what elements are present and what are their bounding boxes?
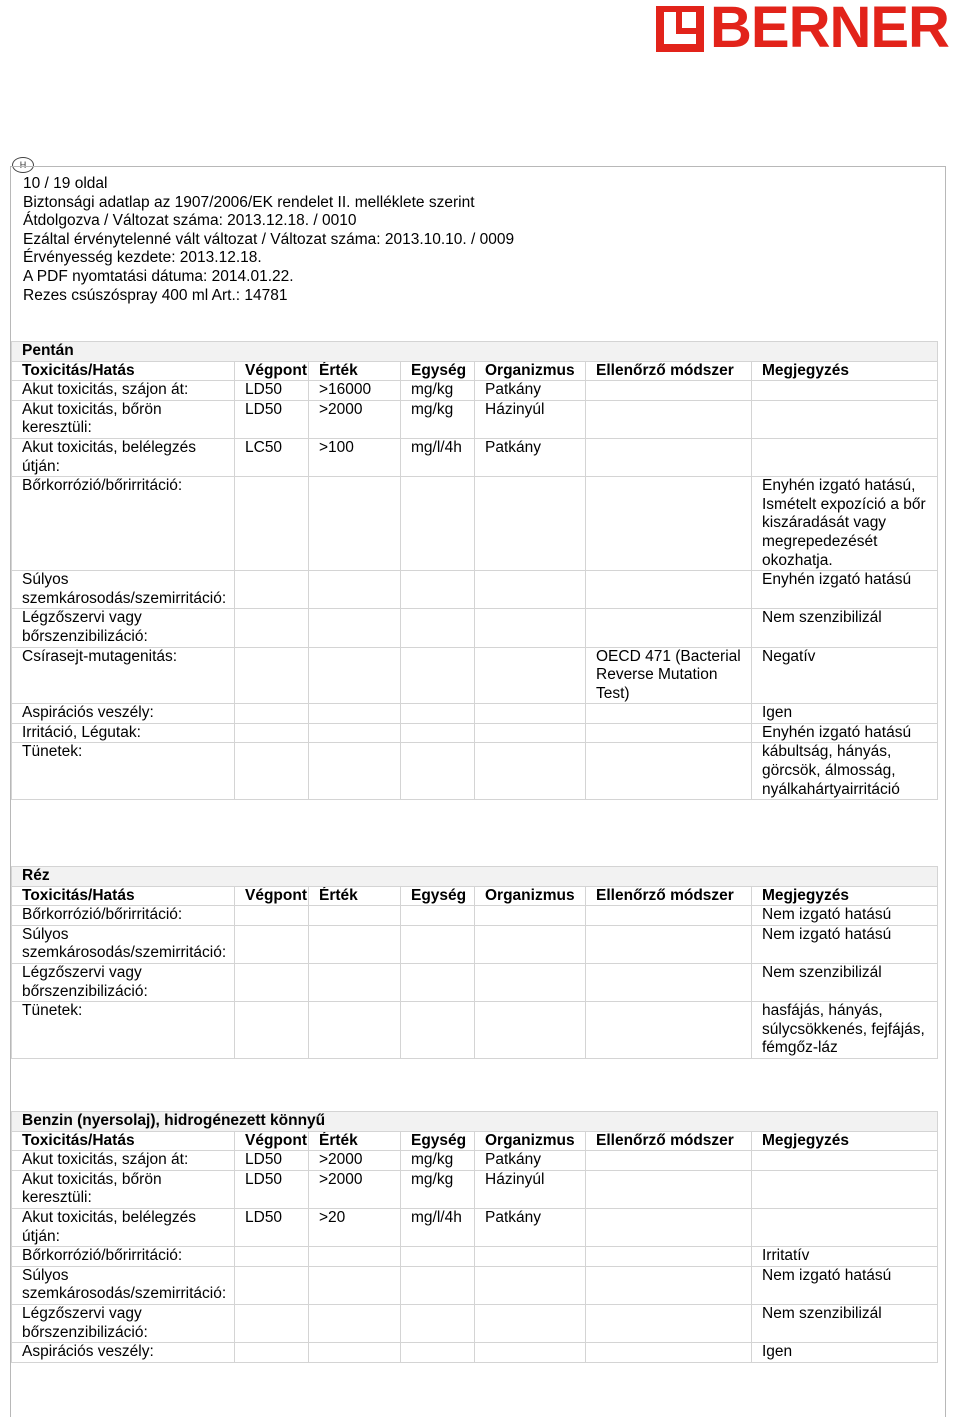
cell-test-method xyxy=(586,743,752,800)
cell-organism: Házinyúl xyxy=(475,400,586,438)
cell-effect: Akut toxicitás, szájon át: xyxy=(12,1151,235,1171)
cell-remark: Enyhén izgató hatású, Ismételt expozíció a bőr kiszáradását vagy megrepedezését okozhatja. xyxy=(752,477,938,571)
cell-effect: Bőrkorrózió/bőrirritáció: xyxy=(12,477,235,571)
cell-value xyxy=(309,963,401,1001)
cell-organism: Patkány xyxy=(475,381,586,401)
cell-effect: Akut toxicitás, bőrön keresztüli: xyxy=(12,400,235,438)
column-header-unit: Egység xyxy=(401,1131,475,1151)
cell-unit xyxy=(401,647,475,704)
column-header-unit: Egység xyxy=(401,361,475,381)
cell-unit: mg/l/4h xyxy=(401,438,475,476)
cell-unit xyxy=(401,704,475,724)
column-header-endpoint: Végpont xyxy=(235,361,309,381)
cell-endpoint: LD50 xyxy=(235,381,309,401)
cell-test-method xyxy=(586,925,752,963)
table-row xyxy=(12,723,938,743)
document-header xyxy=(23,175,514,305)
section-title: Benzin (nyersolaj), hidrogénezett könnyű xyxy=(12,1112,938,1132)
cell-test-method xyxy=(586,477,752,571)
cell-remark: Nem szenzibilizál xyxy=(752,963,938,1001)
cell-remark xyxy=(752,381,938,401)
cell-remark: Igen xyxy=(752,1343,938,1363)
cell-unit xyxy=(401,1304,475,1342)
cell-unit xyxy=(401,1247,475,1267)
cell-test-method xyxy=(586,571,752,609)
cell-organism xyxy=(475,1343,586,1363)
table-row xyxy=(12,609,938,647)
cell-value xyxy=(309,723,401,743)
cell-endpoint: LD50 xyxy=(235,1170,309,1208)
cell-organism xyxy=(475,704,586,724)
cell-unit xyxy=(401,925,475,963)
cell-endpoint xyxy=(235,1247,309,1267)
cell-unit xyxy=(401,477,475,571)
cell-endpoint xyxy=(235,704,309,724)
table-row xyxy=(12,704,938,724)
cell-endpoint: LC50 xyxy=(235,438,309,476)
cell-effect: Akut toxicitás, bőrön keresztüli: xyxy=(12,1170,235,1208)
cell-endpoint xyxy=(235,963,309,1001)
cell-test-method xyxy=(586,1002,752,1059)
section-title-row xyxy=(12,1112,938,1132)
table-row xyxy=(12,1002,938,1059)
brand-logo-mark-icon xyxy=(656,6,704,52)
cell-test-method xyxy=(586,1208,752,1246)
cell-value: >20 xyxy=(309,1208,401,1246)
cell-organism: Patkány xyxy=(475,1151,586,1171)
language-badge: H xyxy=(12,157,34,173)
cell-endpoint xyxy=(235,609,309,647)
column-header-effect: Toxicitás/Hatás xyxy=(12,361,235,381)
cell-effect: Akut toxicitás, szájon át: xyxy=(12,381,235,401)
cell-test-method xyxy=(586,381,752,401)
table-row xyxy=(12,1170,938,1208)
cell-remark xyxy=(752,438,938,476)
cell-unit: mg/kg xyxy=(401,1170,475,1208)
cell-organism xyxy=(475,723,586,743)
page-number: 10 / 19 oldal xyxy=(23,175,108,192)
table-row xyxy=(12,906,938,926)
cell-remark: Enyhén izgató hatású xyxy=(752,723,938,743)
cell-endpoint xyxy=(235,925,309,963)
section-title: Pentán xyxy=(12,342,938,362)
cell-test-method xyxy=(586,1151,752,1171)
cell-endpoint xyxy=(235,647,309,704)
pentan-toxicity-table xyxy=(11,341,938,800)
print-date: A PDF nyomtatási dátuma: 2014.01.22. xyxy=(23,267,294,285)
cell-value xyxy=(309,609,401,647)
cell-endpoint: LD50 xyxy=(235,1208,309,1246)
cell-organism xyxy=(475,925,586,963)
cell-test-method xyxy=(586,704,752,724)
cell-value xyxy=(309,1247,401,1267)
column-header-value: Érték xyxy=(309,1131,401,1151)
cell-endpoint xyxy=(235,571,309,609)
cell-test-method xyxy=(586,1304,752,1342)
cell-endpoint xyxy=(235,1002,309,1059)
cell-effect: Akut toxicitás, belélegzés útján: xyxy=(12,1208,235,1246)
cell-test-method xyxy=(586,1170,752,1208)
table-row xyxy=(12,925,938,963)
cell-test-method xyxy=(586,963,752,1001)
cell-test-method xyxy=(586,1343,752,1363)
cell-endpoint xyxy=(235,723,309,743)
column-header-test-method: Ellenőrző módszer xyxy=(586,1131,752,1151)
column-header-unit: Egység xyxy=(401,886,475,906)
column-header-endpoint: Végpont xyxy=(235,1131,309,1151)
column-header-endpoint: Végpont xyxy=(235,886,309,906)
cell-remark xyxy=(752,1208,938,1246)
brand-name: BERNER xyxy=(710,0,949,60)
cell-organism xyxy=(475,963,586,1001)
cell-remark xyxy=(752,400,938,438)
cell-organism xyxy=(475,477,586,571)
cell-effect: Aspirációs veszély: xyxy=(12,1343,235,1363)
cell-effect: Irritáció, Légutak: xyxy=(12,723,235,743)
cell-effect: Súlyos szemkárosodás/szemirritáció: xyxy=(12,571,235,609)
superseded-line: Ezáltal érvénytelenné vált változat / Változat száma: 2013.10.10. / 0009 xyxy=(23,230,515,248)
cell-effect: Bőrkorrózió/bőrirritáció: xyxy=(12,906,235,926)
cell-value xyxy=(309,571,401,609)
cell-effect: Csírasejt-mutagenitás: xyxy=(12,647,235,704)
cell-value: >2000 xyxy=(309,400,401,438)
column-header-remark: Megjegyzés xyxy=(752,1131,938,1151)
cell-remark: Nem izgató hatású xyxy=(752,906,938,926)
cell-remark xyxy=(752,1170,938,1208)
cell-endpoint xyxy=(235,1343,309,1363)
cell-test-method xyxy=(586,609,752,647)
cell-test-method xyxy=(586,906,752,926)
cell-value xyxy=(309,1304,401,1342)
cell-endpoint: LD50 xyxy=(235,400,309,438)
cell-endpoint xyxy=(235,477,309,571)
brand-logo xyxy=(656,0,956,60)
cell-effect: Akut toxicitás, belélegzés útján: xyxy=(12,438,235,476)
column-header-organism: Organizmus xyxy=(475,886,586,906)
product-name: Rezes csúszóspray 400 ml Art.: 14781 xyxy=(23,286,288,304)
cell-value xyxy=(309,743,401,800)
cell-unit xyxy=(401,906,475,926)
cell-value xyxy=(309,1343,401,1363)
cell-organism xyxy=(475,1266,586,1304)
column-header-test-method: Ellenőrző módszer xyxy=(586,361,752,381)
table-row xyxy=(12,963,938,1001)
cell-organism xyxy=(475,1002,586,1059)
cell-test-method xyxy=(586,438,752,476)
cell-value xyxy=(309,906,401,926)
cell-remark: Nem izgató hatású xyxy=(752,1266,938,1304)
cell-endpoint xyxy=(235,1266,309,1304)
column-header-remark: Megjegyzés xyxy=(752,886,938,906)
cell-remark: Igen xyxy=(752,704,938,724)
column-header-value: Érték xyxy=(309,361,401,381)
cell-effect: Bőrkorrózió/bőrirritáció: xyxy=(12,1247,235,1267)
cell-organism xyxy=(475,1304,586,1342)
cell-unit: mg/kg xyxy=(401,400,475,438)
column-header-organism: Organizmus xyxy=(475,1131,586,1151)
section-title-row xyxy=(12,867,938,887)
cell-unit: mg/kg xyxy=(401,381,475,401)
cell-effect: Tünetek: xyxy=(12,1002,235,1059)
document-title: Biztonsági adatlap az 1907/2006/EK rendelet II. melléklete szerint xyxy=(23,193,475,211)
cell-value: >16000 xyxy=(309,381,401,401)
column-header-test-method: Ellenőrző módszer xyxy=(586,886,752,906)
table-row xyxy=(12,743,938,800)
cell-endpoint xyxy=(235,743,309,800)
table-row xyxy=(12,1208,938,1246)
cell-unit: mg/l/4h xyxy=(401,1208,475,1246)
cell-test-method xyxy=(586,1247,752,1267)
cell-remark: Irritatív xyxy=(752,1247,938,1267)
cell-test-method xyxy=(586,400,752,438)
cell-value xyxy=(309,925,401,963)
cell-organism xyxy=(475,647,586,704)
table-row xyxy=(12,647,938,704)
cell-remark: kábultság, hányás, görcsök, álmosság, nyálkahártyairritáció xyxy=(752,743,938,800)
cell-effect: Légzőszervi vagy bőrszenzibilizáció: xyxy=(12,963,235,1001)
cell-test-method xyxy=(586,1266,752,1304)
column-header-value: Érték xyxy=(309,886,401,906)
cell-endpoint: LD50 xyxy=(235,1151,309,1171)
column-header-remark: Megjegyzés xyxy=(752,361,938,381)
table-row xyxy=(12,477,938,571)
table-row xyxy=(12,571,938,609)
effective-date: Érvényesség kezdete: 2013.12.18. xyxy=(23,249,262,267)
cell-effect: Légzőszervi vagy bőrszenzibilizáció: xyxy=(12,1304,235,1342)
cell-effect: Súlyos szemkárosodás/szemirritáció: xyxy=(12,1266,235,1304)
cell-organism xyxy=(475,1247,586,1267)
cell-value xyxy=(309,1002,401,1059)
cell-unit: mg/kg xyxy=(401,1151,475,1171)
cell-unit xyxy=(401,1266,475,1304)
cell-endpoint xyxy=(235,1304,309,1342)
cell-effect: Tünetek: xyxy=(12,743,235,800)
cell-organism xyxy=(475,906,586,926)
cell-organism: Patkány xyxy=(475,438,586,476)
cell-unit xyxy=(401,723,475,743)
table-row xyxy=(12,1304,938,1342)
cell-remark: Nem szenzibilizál xyxy=(752,1304,938,1342)
cell-remark: Nem szenzibilizál xyxy=(752,609,938,647)
cell-remark: Nem izgató hatású xyxy=(752,925,938,963)
column-header-effect: Toxicitás/Hatás xyxy=(12,1131,235,1151)
cell-effect: Aspirációs veszély: xyxy=(12,704,235,724)
cell-value xyxy=(309,647,401,704)
cell-value: >2000 xyxy=(309,1151,401,1171)
cell-organism xyxy=(475,571,586,609)
cell-value xyxy=(309,1266,401,1304)
cell-unit xyxy=(401,1343,475,1363)
column-header-organism: Organizmus xyxy=(475,361,586,381)
rez-toxicity-table xyxy=(11,866,938,1059)
cell-test-method xyxy=(586,723,752,743)
table-row xyxy=(12,1343,938,1363)
section-title-row xyxy=(12,342,938,362)
cell-remark: Enyhén izgató hatású xyxy=(752,571,938,609)
cell-value xyxy=(309,704,401,724)
table-row xyxy=(12,1151,938,1171)
cell-remark xyxy=(752,1151,938,1171)
cell-endpoint xyxy=(235,906,309,926)
cell-value: >100 xyxy=(309,438,401,476)
table-row xyxy=(12,381,938,401)
cell-value xyxy=(309,477,401,571)
cell-test-method: OECD 471 (Bacterial Reverse Mutation Test) xyxy=(586,647,752,704)
cell-value: >2000 xyxy=(309,1170,401,1208)
cell-unit xyxy=(401,609,475,647)
cell-remark: Negatív xyxy=(752,647,938,704)
table-row xyxy=(12,1266,938,1304)
column-header-row xyxy=(12,361,938,381)
section-title: Réz xyxy=(12,867,938,887)
cell-remark: hasfájás, hányás, súlycsökkenés, fejfájás, fémgőz-láz xyxy=(752,1002,938,1059)
column-header-row xyxy=(12,1131,938,1151)
column-header-effect: Toxicitás/Hatás xyxy=(12,886,235,906)
cell-unit xyxy=(401,963,475,1001)
table-row xyxy=(12,400,938,438)
cell-effect: Légzőszervi vagy bőrszenzibilizáció: xyxy=(12,609,235,647)
cell-organism: Házinyúl xyxy=(475,1170,586,1208)
revision-line: Átdolgozva / Változat száma: 2013.12.18. / 0010 xyxy=(23,212,357,230)
cell-unit xyxy=(401,1002,475,1059)
cell-unit xyxy=(401,571,475,609)
cell-effect: Súlyos szemkárosodás/szemirritáció: xyxy=(12,925,235,963)
table-row xyxy=(12,438,938,476)
cell-organism xyxy=(475,609,586,647)
cell-organism xyxy=(475,743,586,800)
benzin-toxicity-table xyxy=(11,1111,938,1363)
cell-organism: Patkány xyxy=(475,1208,586,1246)
table-row xyxy=(12,1247,938,1267)
cell-unit xyxy=(401,743,475,800)
column-header-row xyxy=(12,886,938,906)
